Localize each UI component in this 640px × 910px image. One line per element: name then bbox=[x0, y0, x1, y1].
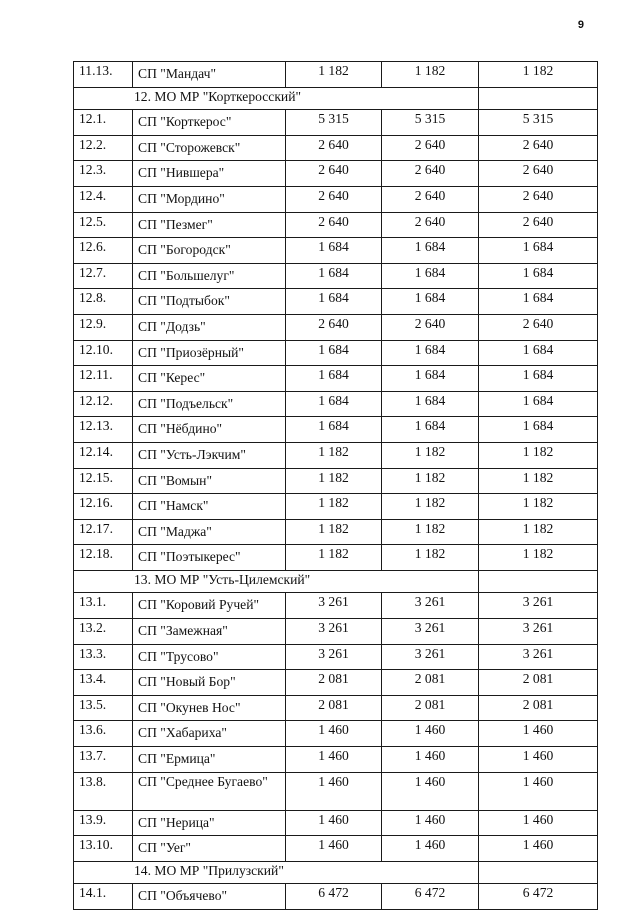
value-col-1: 1 460 bbox=[286, 810, 382, 836]
value-col-2: 1 684 bbox=[382, 263, 479, 289]
value-col-3: 2 640 bbox=[479, 212, 598, 238]
value-col-1: 2 081 bbox=[286, 695, 382, 721]
group-empty-cell bbox=[479, 570, 598, 593]
table-row bbox=[74, 442, 598, 468]
value-col-2: 1 182 bbox=[382, 442, 479, 468]
value-col-3: 2 640 bbox=[479, 135, 598, 161]
page-number: 9 bbox=[577, 19, 584, 31]
settlement-name: СП "Корткерос" bbox=[133, 110, 286, 136]
row-number: 12.13. bbox=[74, 417, 133, 443]
table-row bbox=[74, 417, 598, 443]
value-col-1: 1 182 bbox=[286, 519, 382, 545]
table-row bbox=[74, 747, 598, 773]
table-row bbox=[74, 836, 598, 862]
value-col-2: 1 684 bbox=[382, 238, 479, 264]
value-col-3: 1 684 bbox=[479, 263, 598, 289]
settlement-name: СП "Подтыбок" bbox=[133, 289, 286, 315]
value-col-2: 2 640 bbox=[382, 314, 479, 340]
row-number: 13.5. bbox=[74, 695, 133, 721]
table-row bbox=[74, 810, 598, 836]
value-col-2: 1 460 bbox=[382, 810, 479, 836]
value-col-1: 6 472 bbox=[286, 884, 382, 910]
group-empty-cell bbox=[479, 87, 598, 110]
settlement-name: СП "Нёбдино" bbox=[133, 417, 286, 443]
settlement-name: СП "Сторожевск" bbox=[133, 135, 286, 161]
settlement-name: СП "Замежная" bbox=[133, 619, 286, 645]
table-row bbox=[74, 289, 598, 315]
value-col-2: 1 182 bbox=[382, 494, 479, 520]
table-row bbox=[74, 135, 598, 161]
settlement-name: СП "Хабариха" bbox=[133, 721, 286, 747]
value-col-3: 2 081 bbox=[479, 695, 598, 721]
table-body bbox=[74, 62, 598, 910]
table-row bbox=[74, 619, 598, 645]
value-col-3: 1 684 bbox=[479, 366, 598, 392]
row-number: 13.2. bbox=[74, 619, 133, 645]
table-row bbox=[74, 161, 598, 187]
value-col-2: 5 315 bbox=[382, 110, 479, 136]
row-number: 12.2. bbox=[74, 135, 133, 161]
value-col-3: 1 684 bbox=[479, 391, 598, 417]
settlement-name: СП "Маджа" bbox=[133, 519, 286, 545]
value-col-3: 1 182 bbox=[479, 442, 598, 468]
allocation-table bbox=[73, 61, 598, 910]
value-col-2: 3 261 bbox=[382, 593, 479, 619]
value-col-3: 2 640 bbox=[479, 314, 598, 340]
row-number: 13.1. bbox=[74, 593, 133, 619]
value-col-2: 2 081 bbox=[382, 695, 479, 721]
value-col-2: 1 460 bbox=[382, 772, 479, 810]
group-title: 13. МО МР "Усть-Цилемский" bbox=[74, 570, 479, 593]
value-col-3: 1 684 bbox=[479, 289, 598, 315]
row-number: 12.7. bbox=[74, 263, 133, 289]
settlement-name: СП "Новый Бор" bbox=[133, 670, 286, 696]
row-number: 12.1. bbox=[74, 110, 133, 136]
table-row bbox=[74, 263, 598, 289]
settlement-name: СП "Окунев Нос" bbox=[133, 695, 286, 721]
table-row bbox=[74, 884, 598, 910]
settlement-name: СП "Пезмег" bbox=[133, 212, 286, 238]
table-row bbox=[74, 772, 598, 810]
settlement-name: СП "Среднее Бугаево" bbox=[133, 772, 286, 810]
value-col-1: 1 684 bbox=[286, 289, 382, 315]
value-col-2: 1 460 bbox=[382, 836, 479, 862]
value-col-3: 1 460 bbox=[479, 810, 598, 836]
row-number: 12.18. bbox=[74, 545, 133, 571]
value-col-3: 6 472 bbox=[479, 884, 598, 910]
row-number: 12.6. bbox=[74, 238, 133, 264]
group-header-row bbox=[74, 570, 598, 593]
value-col-1: 1 182 bbox=[286, 468, 382, 494]
value-col-2: 1 182 bbox=[382, 468, 479, 494]
settlement-name: СП "Поэтыкерес" bbox=[133, 545, 286, 571]
value-col-1: 2 640 bbox=[286, 314, 382, 340]
value-col-2: 1 684 bbox=[382, 289, 479, 315]
value-col-2: 1 182 bbox=[382, 62, 479, 88]
settlement-name: СП "Намск" bbox=[133, 494, 286, 520]
value-col-2: 1 182 bbox=[382, 545, 479, 571]
value-col-2: 1 684 bbox=[382, 417, 479, 443]
value-col-2: 2 640 bbox=[382, 212, 479, 238]
group-title: 12. МО МР "Корткеросский" bbox=[74, 87, 479, 110]
settlement-name: СП "Керес" bbox=[133, 366, 286, 392]
table-row bbox=[74, 314, 598, 340]
value-col-1: 1 182 bbox=[286, 442, 382, 468]
value-col-3: 5 315 bbox=[479, 110, 598, 136]
value-col-1: 1 460 bbox=[286, 747, 382, 773]
table-row bbox=[74, 644, 598, 670]
value-col-1: 1 182 bbox=[286, 545, 382, 571]
value-col-1: 1 182 bbox=[286, 62, 382, 88]
settlement-name: СП "Нерица" bbox=[133, 810, 286, 836]
settlement-name: СП "Коровий Ручей" bbox=[133, 593, 286, 619]
value-col-1: 2 081 bbox=[286, 670, 382, 696]
row-number: 13.7. bbox=[74, 747, 133, 773]
value-col-1: 1 684 bbox=[286, 340, 382, 366]
value-col-1: 1 684 bbox=[286, 366, 382, 392]
value-col-2: 1 182 bbox=[382, 519, 479, 545]
table-row bbox=[74, 519, 598, 545]
row-number: 12.14. bbox=[74, 442, 133, 468]
value-col-3: 3 261 bbox=[479, 644, 598, 670]
value-col-3: 1 684 bbox=[479, 238, 598, 264]
row-number: 11.13. bbox=[74, 62, 133, 88]
value-col-3: 2 640 bbox=[479, 186, 598, 212]
value-col-3: 1 684 bbox=[479, 340, 598, 366]
value-col-2: 2 640 bbox=[382, 186, 479, 212]
table-row bbox=[74, 468, 598, 494]
value-col-3: 1 182 bbox=[479, 519, 598, 545]
row-number: 12.3. bbox=[74, 161, 133, 187]
value-col-3: 1 182 bbox=[479, 468, 598, 494]
value-col-2: 1 684 bbox=[382, 340, 479, 366]
row-number: 12.4. bbox=[74, 186, 133, 212]
row-number: 14.1. bbox=[74, 884, 133, 910]
value-col-2: 1 460 bbox=[382, 721, 479, 747]
value-col-3: 3 261 bbox=[479, 619, 598, 645]
value-col-1: 2 640 bbox=[286, 212, 382, 238]
settlement-name: СП "Нившера" bbox=[133, 161, 286, 187]
settlement-name: СП "Трусово" bbox=[133, 644, 286, 670]
value-col-2: 1 684 bbox=[382, 366, 479, 392]
row-number: 12.5. bbox=[74, 212, 133, 238]
row-number: 12.15. bbox=[74, 468, 133, 494]
group-title: 14. МО МР "Прилузский" bbox=[74, 861, 479, 884]
value-col-2: 2 081 bbox=[382, 670, 479, 696]
value-col-2: 2 640 bbox=[382, 161, 479, 187]
value-col-1: 1 684 bbox=[286, 391, 382, 417]
value-col-1: 1 684 bbox=[286, 417, 382, 443]
settlement-name: СП "Богородск" bbox=[133, 238, 286, 264]
table-row bbox=[74, 110, 598, 136]
value-col-1: 2 640 bbox=[286, 161, 382, 187]
settlement-name: СП "Приозёрный" bbox=[133, 340, 286, 366]
value-col-1: 1 460 bbox=[286, 836, 382, 862]
table-row bbox=[74, 593, 598, 619]
value-col-3: 1 684 bbox=[479, 417, 598, 443]
row-number: 13.8. bbox=[74, 772, 133, 810]
row-number: 12.12. bbox=[74, 391, 133, 417]
table-row bbox=[74, 62, 598, 88]
table-row bbox=[74, 670, 598, 696]
table-row bbox=[74, 366, 598, 392]
row-number: 13.6. bbox=[74, 721, 133, 747]
row-number: 12.9. bbox=[74, 314, 133, 340]
table-row bbox=[74, 695, 598, 721]
group-header-row bbox=[74, 87, 598, 110]
settlement-name: СП "Уег" bbox=[133, 836, 286, 862]
value-col-1: 1 182 bbox=[286, 494, 382, 520]
value-col-1: 1 460 bbox=[286, 721, 382, 747]
settlement-name: СП "Ермица" bbox=[133, 747, 286, 773]
value-col-3: 1 460 bbox=[479, 747, 598, 773]
row-number: 13.4. bbox=[74, 670, 133, 696]
table-row bbox=[74, 212, 598, 238]
value-col-1: 2 640 bbox=[286, 135, 382, 161]
group-empty-cell bbox=[479, 861, 598, 884]
value-col-3: 1 182 bbox=[479, 494, 598, 520]
table-row bbox=[74, 721, 598, 747]
value-col-1: 1 460 bbox=[286, 772, 382, 810]
value-col-2: 3 261 bbox=[382, 644, 479, 670]
value-col-3: 1 460 bbox=[479, 772, 598, 810]
row-number: 12.8. bbox=[74, 289, 133, 315]
table-row bbox=[74, 186, 598, 212]
row-number: 13.10. bbox=[74, 836, 133, 862]
value-col-2: 1 684 bbox=[382, 391, 479, 417]
settlement-name: СП "Усть-Лэкчим" bbox=[133, 442, 286, 468]
table-row bbox=[74, 238, 598, 264]
value-col-2: 3 261 bbox=[382, 619, 479, 645]
group-header-row bbox=[74, 861, 598, 884]
value-col-1: 1 684 bbox=[286, 238, 382, 264]
table-row bbox=[74, 391, 598, 417]
row-number: 12.11. bbox=[74, 366, 133, 392]
value-col-1: 3 261 bbox=[286, 593, 382, 619]
value-col-2: 1 460 bbox=[382, 747, 479, 773]
value-col-3: 2 081 bbox=[479, 670, 598, 696]
settlement-name: СП "Мандач" bbox=[133, 62, 286, 88]
value-col-1: 1 684 bbox=[286, 263, 382, 289]
value-col-3: 3 261 bbox=[479, 593, 598, 619]
value-col-3: 1 460 bbox=[479, 721, 598, 747]
settlement-name: СП "Додзь" bbox=[133, 314, 286, 340]
settlement-name: СП "Вомын" bbox=[133, 468, 286, 494]
settlement-name: СП "Подъельск" bbox=[133, 391, 286, 417]
value-col-3: 2 640 bbox=[479, 161, 598, 187]
table-row bbox=[74, 545, 598, 571]
row-number: 12.17. bbox=[74, 519, 133, 545]
value-col-1: 5 315 bbox=[286, 110, 382, 136]
value-col-3: 1 182 bbox=[479, 62, 598, 88]
row-number: 13.9. bbox=[74, 810, 133, 836]
value-col-3: 1 460 bbox=[479, 836, 598, 862]
value-col-2: 6 472 bbox=[382, 884, 479, 910]
settlement-name: СП "Объячево" bbox=[133, 884, 286, 910]
table-row bbox=[74, 494, 598, 520]
value-col-1: 2 640 bbox=[286, 186, 382, 212]
value-col-1: 3 261 bbox=[286, 619, 382, 645]
settlement-name: СП "Большелуг" bbox=[133, 263, 286, 289]
row-number: 12.10. bbox=[74, 340, 133, 366]
row-number: 13.3. bbox=[74, 644, 133, 670]
value-col-1: 3 261 bbox=[286, 644, 382, 670]
row-number: 12.16. bbox=[74, 494, 133, 520]
value-col-2: 2 640 bbox=[382, 135, 479, 161]
value-col-3: 1 182 bbox=[479, 545, 598, 571]
table-row bbox=[74, 340, 598, 366]
settlement-name: СП "Мордино" bbox=[133, 186, 286, 212]
